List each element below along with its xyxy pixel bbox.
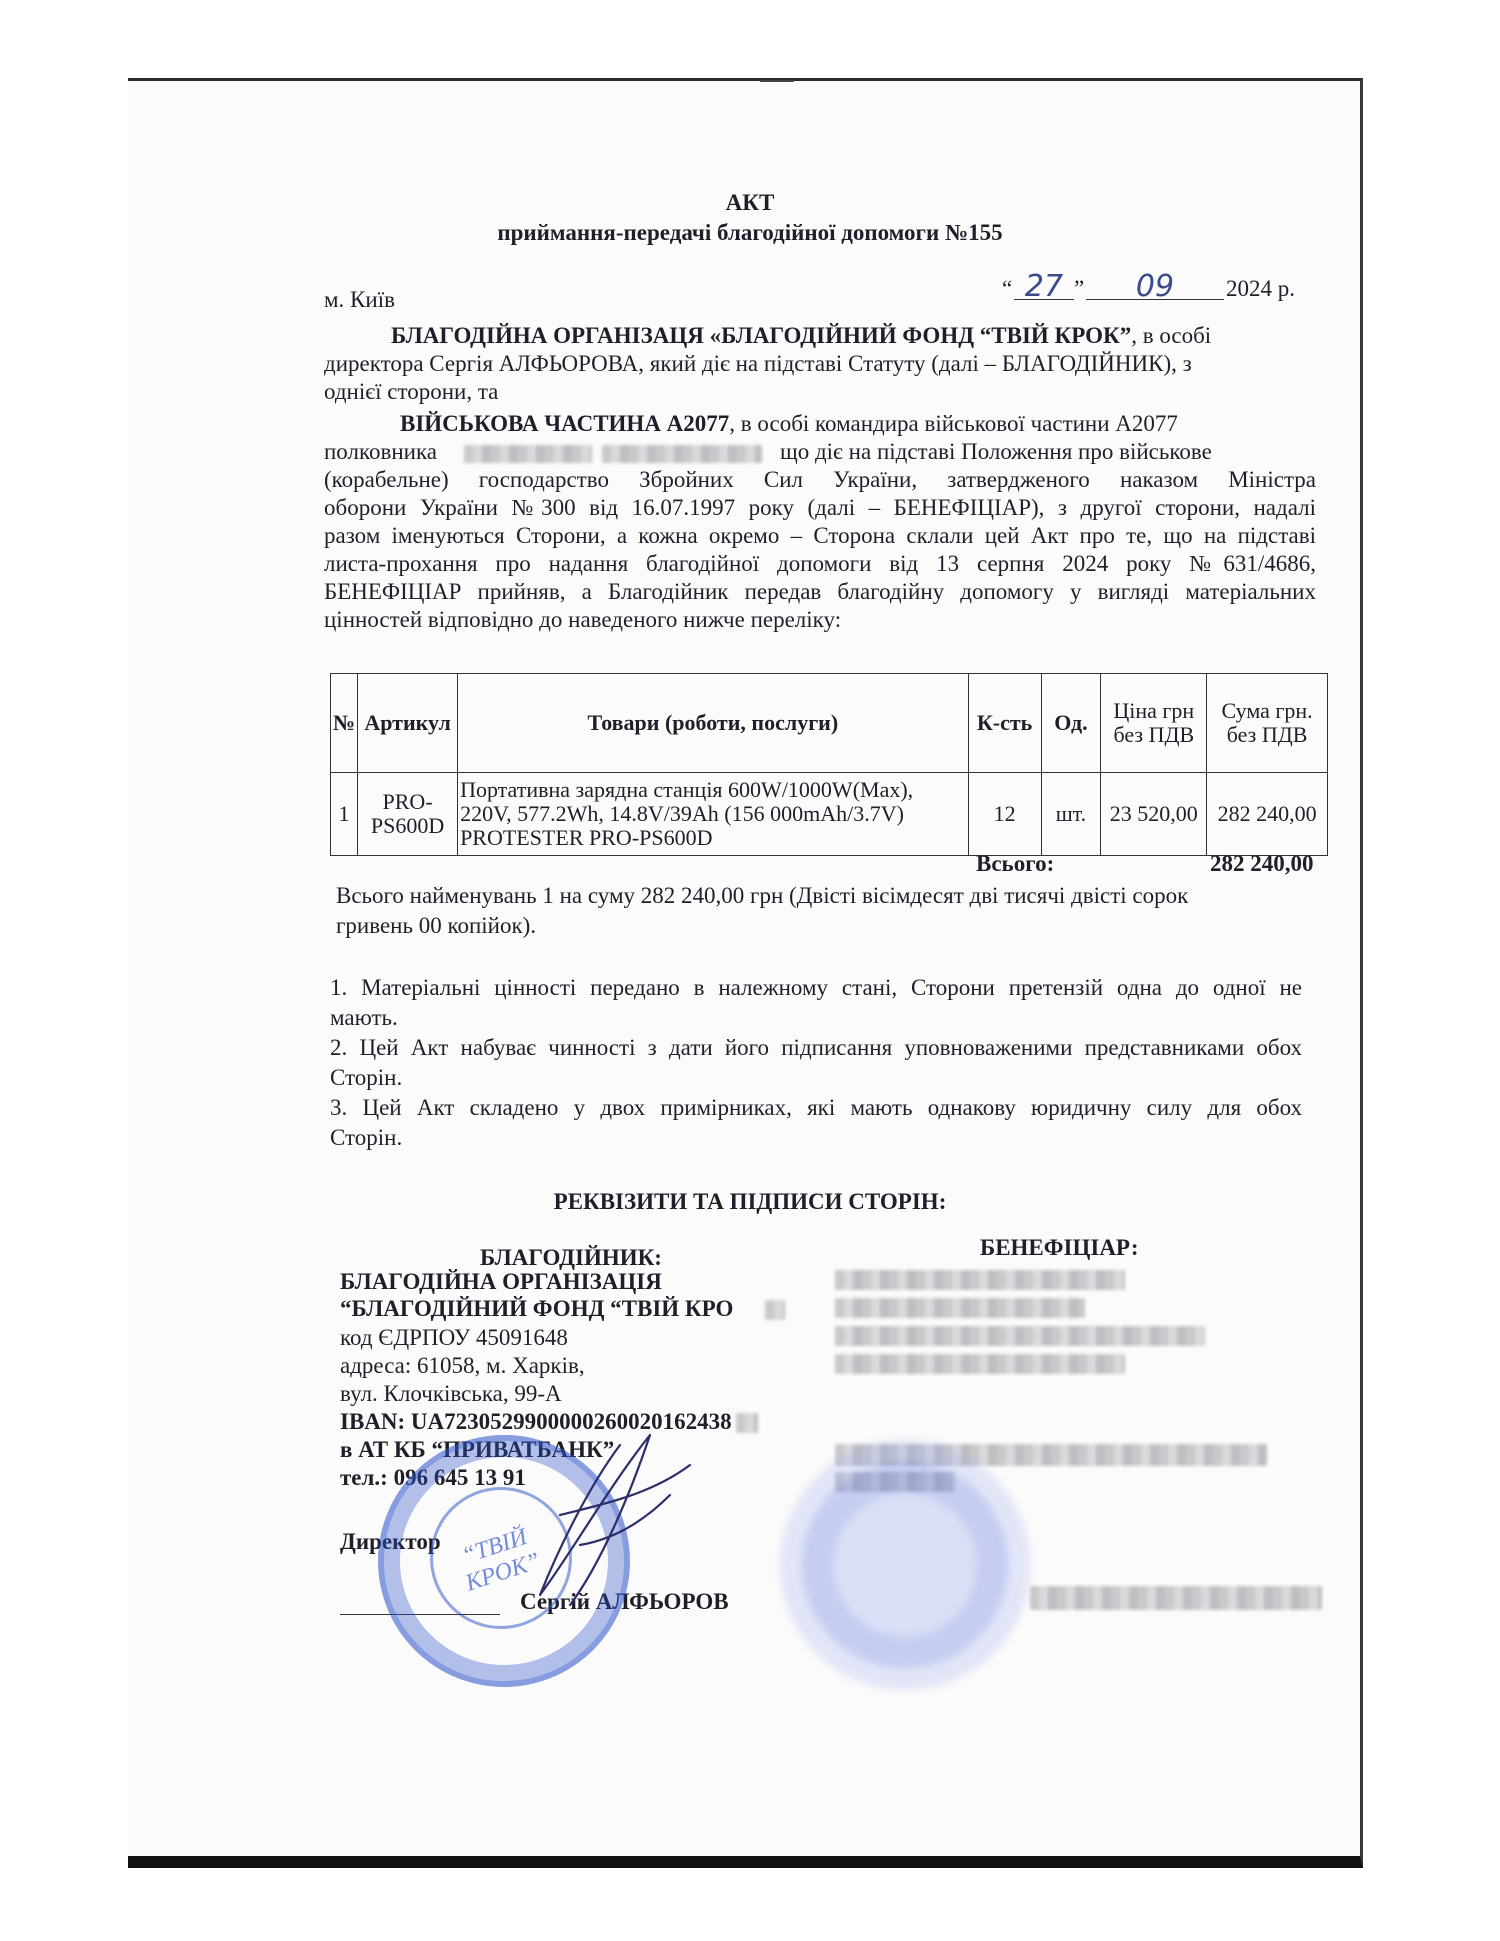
redacted-org-end: [765, 1300, 785, 1320]
clause-1-line2: мають.: [330, 1005, 398, 1030]
clause-2-line1: 2. Цей Акт набуває чинності з дати його підписання уповноваженими представниками обох: [330, 1035, 1302, 1060]
party2-line4: оборони України №300 від 16.07.1997 року (далі – БЕНЕФІЦІАР), з другої сторони, надалі: [324, 495, 1316, 520]
cell-article: PRO-PS600D: [358, 773, 458, 856]
cell-goods: Портативна зарядна станція 600W/1000W(Max), 220V, 577.2Wh, 14.8V/39Ah (156 000mAh/3.7V) PROTESTER PRO-PS600D: [458, 773, 969, 856]
col-header-number: №: [331, 674, 358, 773]
page-mark: [760, 80, 794, 82]
benefactor-phone: тел.: 096 645 13 91: [340, 1465, 526, 1490]
date-line: [1000, 265, 1310, 305]
party2-line8: цінностей відповідно до наведеного нижче переліку:: [324, 607, 842, 632]
redacted-beneficiary-line1: [835, 1270, 1125, 1290]
benefactor-position: Директор: [340, 1529, 441, 1554]
party1-line1-tail: , в особі: [1131, 323, 1212, 348]
cell-number: 1: [331, 773, 358, 856]
total-label: Всього:: [976, 851, 1055, 876]
col-header-qty: К-сть: [968, 674, 1041, 773]
party1-line2: директора Сергія АЛФЬОРОВА, який діє на підставі Статуту (далі – БЛАГОДІЙНИК), з: [324, 351, 1192, 376]
redacted-beneficiary-line2: [835, 1298, 1085, 1318]
benefactor-address1: адреса: 61058, м. Харків,: [340, 1353, 585, 1378]
document-title: АКТ: [725, 190, 775, 215]
redacted-beneficiary-line3: [835, 1326, 1205, 1346]
city: м. Київ: [324, 287, 395, 312]
party1-line3: однієї сторони, та: [324, 379, 499, 404]
col-header-unit: Од.: [1041, 674, 1101, 773]
clause-2-line2: Сторін.: [330, 1065, 403, 1090]
commander-rank: полковника: [324, 439, 438, 464]
date-close-quote: ”: [1074, 276, 1085, 301]
benefactor-signer: Сергій АЛФЬОРОВ: [520, 1589, 729, 1614]
benefactor-org-line2: “БЛАГОДІЙНИЙ ФОНД “ТВІЙ КРО: [340, 1296, 734, 1321]
party1-name: БЛАГОДІЙНА ОРГАНІЗАЦЯ «БЛАГОДІЙНИЙ ФОНД “ТВІЙ КРОК”: [391, 323, 1132, 348]
date-open-quote: “: [1002, 276, 1013, 301]
col-header-article: Артикул: [358, 674, 458, 773]
summary-line2: гривень 00 копійок).: [336, 913, 537, 938]
date-month: [1086, 269, 1224, 304]
party2-name: ВІЙСЬКОВА ЧАСТИНА А2077: [400, 411, 730, 436]
benefactor-iban: IBAN: UA7230529900000260020162438: [340, 1409, 732, 1434]
benefactor-bank: в АТ КБ “ПРИВАТБАНК”: [340, 1437, 615, 1462]
redacted-name-1: [464, 445, 592, 463]
total-value: 282 240,00: [1210, 851, 1314, 876]
party2-line6: листа-прохання про надання благодійної допомоги від 13 серпня 2024 року №631/4686,: [324, 551, 1316, 576]
cell-unit: шт.: [1041, 773, 1101, 856]
party1-line1: [391, 324, 1316, 349]
date-year: 2024 р.: [1226, 276, 1295, 301]
party2-line2: [324, 440, 1316, 466]
table-header-row: [331, 674, 1328, 773]
redacted-name-2: [602, 445, 762, 463]
clause-3-line1: 3. Цей Акт складено у двох примірниках, які мають однакову юридичну силу для обох: [330, 1095, 1302, 1120]
redacted-stamp-beneficiary: [780, 1440, 1030, 1690]
party2-line1-tail: , в особі командира військової частини А2077: [729, 411, 1178, 436]
document-subtitle: приймання-передачі благодійної допомоги №155: [497, 220, 1003, 245]
table-row: [331, 773, 1328, 856]
party2-line2-tail: що діє на підставі Положення про військове: [780, 439, 1212, 464]
signature: [500, 1425, 700, 1615]
redacted-iban-end: [736, 1413, 758, 1433]
requisites-heading: РЕКВІЗИТИ ТА ПІДПИСИ СТОРІН:: [553, 1189, 947, 1214]
benefactor-address2: вул. Клочківська, 99-А: [340, 1381, 562, 1406]
cell-sum: 282 240,00: [1207, 773, 1328, 856]
goods-table: [330, 673, 1328, 856]
date-month-value: 09: [1135, 269, 1175, 304]
col-header-price: Ціна грн без ПДВ: [1101, 674, 1207, 773]
benefactor-edrpou: код ЄДРПОУ 45091648: [340, 1325, 568, 1350]
col-header-goods: Товари (роботи, послуги): [458, 674, 969, 773]
party2-line7: БЕНЕФІЦІАР прийняв, а Благодійник передав благодійну допомогу у вигляді матеріальних: [324, 579, 1316, 604]
redacted-beneficiary-line4: [835, 1354, 1125, 1374]
col-header-sum: Сума грн. без ПДВ: [1207, 674, 1328, 773]
party2-line1: [400, 412, 1316, 437]
beneficiary-heading: БЕНЕФІЦІАР:: [980, 1235, 1139, 1260]
cell-price: 23 520,00: [1101, 773, 1207, 856]
party2-line5: разом іменуються Сторони, а кожна окремо – Сторона склали цей Акт про те, що на підставі: [324, 523, 1316, 548]
clause-1-line1: 1. Матеріальні цінності передано в належному стані, Сторони претензій одна до одної не: [330, 975, 1302, 1000]
summary-line1: Всього найменувань 1 на суму 282 240,00 грн (Двісті вісімдесят дві тисячі двісті сорок: [336, 883, 1189, 908]
party2-line3: (корабельне) господарство Збройних Сил України, затвердженого наказом Міністра: [324, 467, 1316, 492]
benefactor-org-line1: БЛАГОДІЙНА ОРГАНІЗАЦІЯ: [340, 1269, 662, 1294]
date-day: [1014, 269, 1074, 304]
date-day-value: 27: [1024, 269, 1064, 304]
redacted-beneficiary-signer: [1030, 1586, 1322, 1610]
cell-qty: 12: [968, 773, 1041, 856]
stamp-text: “ТВІЙ КРОК”: [458, 1524, 544, 1597]
benefactor-heading: БЛАГОДІЙНИК:: [480, 1245, 662, 1270]
clause-3-line2: Сторін.: [330, 1125, 403, 1150]
